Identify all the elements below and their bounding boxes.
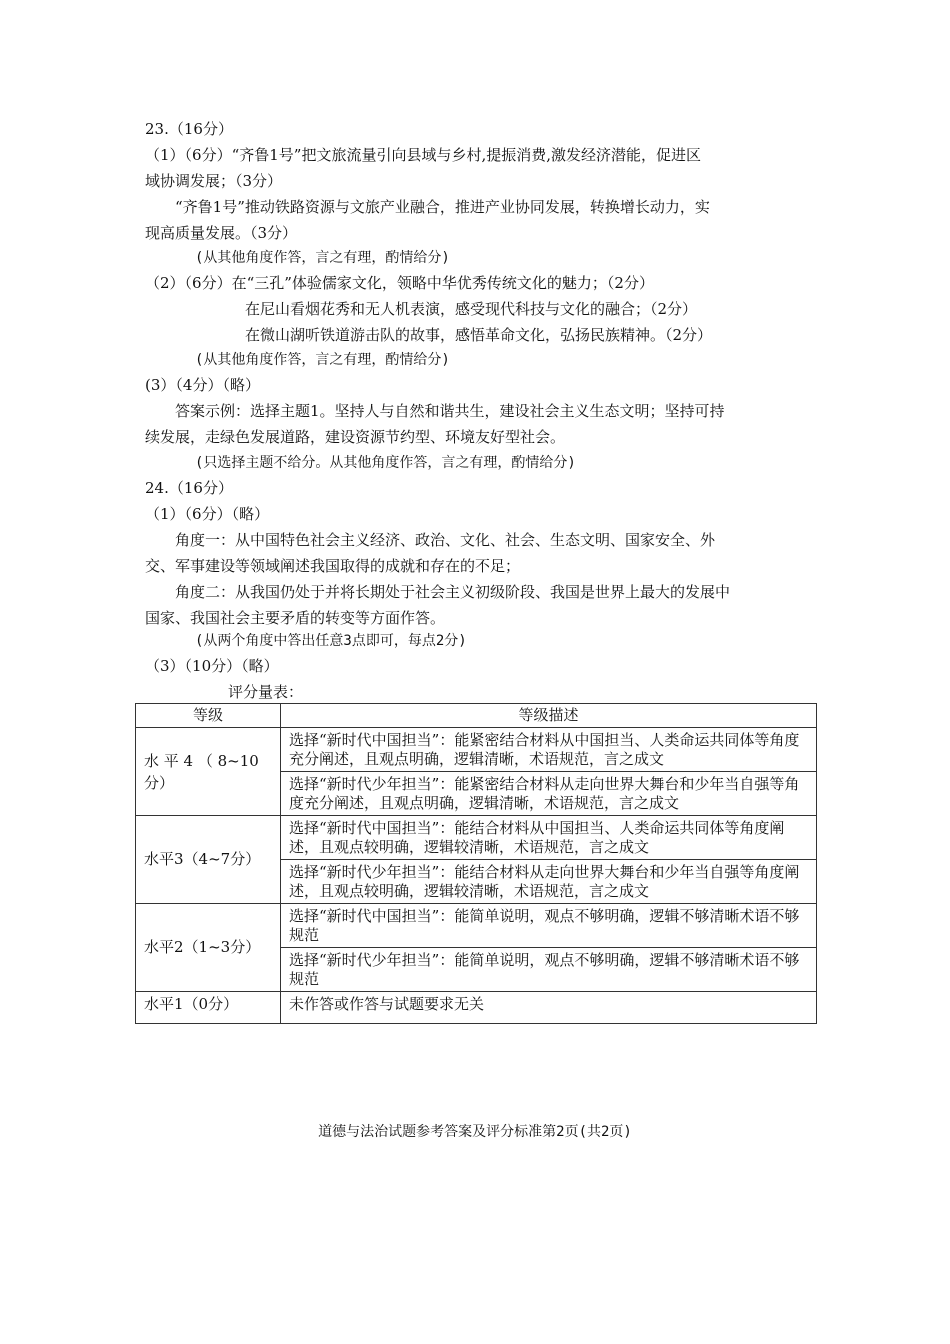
rubric-table	[135, 703, 817, 1024]
q23-p1-line3: “齐鲁1号”推动铁路资源与文旅产业融合，推进产业协同发展，转换增长动力，实	[175, 198, 710, 216]
page-footer: 道德与法治试题参考答案及评分标准第2页(共2页)	[318, 1124, 632, 1140]
table-row	[136, 992, 817, 1024]
rubric-header-level: 等级	[136, 704, 281, 728]
table-row	[136, 816, 817, 860]
q23-p3-line3: 续发展，走绿色发展道路，建设资源节约型、环境友好型社会。	[145, 428, 566, 446]
q23-p1-line4: 现高质量发展。（3分）	[145, 224, 298, 242]
q23-title: 23.（16分）	[145, 120, 233, 138]
rubric-level2-desc-b: 选择“新时代少年担当”：能简单说明，观点不够明确，逻辑不够清晰术语不够规范	[281, 948, 817, 992]
table-row	[136, 728, 817, 772]
rubric-level1-desc: 未作答或作答与试题要求无关	[281, 992, 817, 1024]
rubric-level4-desc-a: 选择“新时代中国担当”：能紧密结合材料从中国担当、人类命运共同体等角度充分阐述，且观点明确，逻辑清晰，术语规范，言之成文	[281, 728, 817, 772]
q23-p3-line2: 答案示例：选择主题1。坚持人与自然和谐共生，建设社会主义生态文明；坚持可持	[175, 402, 725, 420]
table-row	[136, 904, 817, 948]
q23-p2-line3: 在微山湖听铁道游击队的故事，感悟革命文化，弘扬民族精神。（2分）	[245, 326, 713, 344]
rubric-level4-desc-b: 选择“新时代少年担当”：能紧密结合材料从走向世界大舞台和少年当自强等角度充分阐述，且观点明确，逻辑清晰，术语规范，言之成文	[281, 772, 817, 816]
rubric-header-desc: 等级描述	[281, 704, 817, 728]
q23-p1-note: (从其他角度作答，言之有理，酌情给分)	[195, 250, 450, 266]
q24-title: 24.（16分）	[145, 479, 233, 497]
rubric-level-3: 水平3（4~7分）	[136, 816, 281, 904]
q23-p2-line1: （2）（6分）在“三孔”体验儒家文化，领略中华优秀传统文化的魅力；（2分）	[145, 274, 654, 292]
rubric-level2-desc-a: 选择“新时代中国担当”：能简单说明，观点不够明确，逻辑不够清晰术语不够规范	[281, 904, 817, 948]
rubric-level3-desc-b: 选择“新时代少年担当”：能结合材料从走向世界大舞台和少年当自强等角度阐述，且观点较明确，逻辑较清晰，术语规范，言之成文	[281, 860, 817, 904]
q24-p1-line4: 角度二：从我国仍处于并将长期处于社会主义初级阶段、我国是世界上最大的发展中	[175, 583, 731, 601]
q23-p3-line1: (3）（4分）（略）	[145, 376, 260, 394]
rubric-level-1: 水平1（0分）	[136, 992, 281, 1024]
q24-p1-line2: 角度一：从中国特色社会主义经济、政治、文化、社会、生态文明、国家安全、外	[175, 531, 716, 549]
rubric-header-row	[136, 704, 817, 728]
rubric-caption: 评分量表：	[228, 683, 304, 701]
q23-p3-note: (只选择主题不给分。从其他角度作答，言之有理，酌情给分)	[195, 455, 576, 471]
q23-p2-line2: 在尼山看烟花秀和无人机表演，感受现代科技与文化的融合；（2分）	[245, 300, 698, 318]
q24-p1-line5: 国家、我国社会主要矛盾的转变等方面作答。	[145, 609, 446, 627]
rubric-level3-desc-a: 选择“新时代中国担当”：能结合材料从中国担当、人类命运共同体等角度阐述，且观点较明确，逻辑较清晰，术语规范，言之成文	[281, 816, 817, 860]
rubric-level-4: 水 平 4 （ 8~10分）	[136, 728, 281, 816]
q24-p1-line1: （1）（6分）（略）	[145, 505, 270, 523]
q23-p1-line1: （1）（6分）“齐鲁1号”把文旅流量引向县域与乡村,提振消费,激发经济潜能，促进区	[145, 146, 702, 164]
q23-p2-note: (从其他角度作答，言之有理，酌情给分)	[195, 352, 450, 368]
q24-p1-line3: 交、军事建设等领域阐述我国取得的成就和存在的不足；	[145, 557, 521, 575]
rubric-level-2: 水平2（1~3分）	[136, 904, 281, 992]
q24-p3-line1: （3）（10分）（略）	[145, 657, 279, 675]
q23-p1-line2: 域协调发展；（3分）	[145, 172, 283, 190]
q24-p1-note: (从两个角度中答出任意3点即可，每点2分)	[195, 633, 467, 649]
